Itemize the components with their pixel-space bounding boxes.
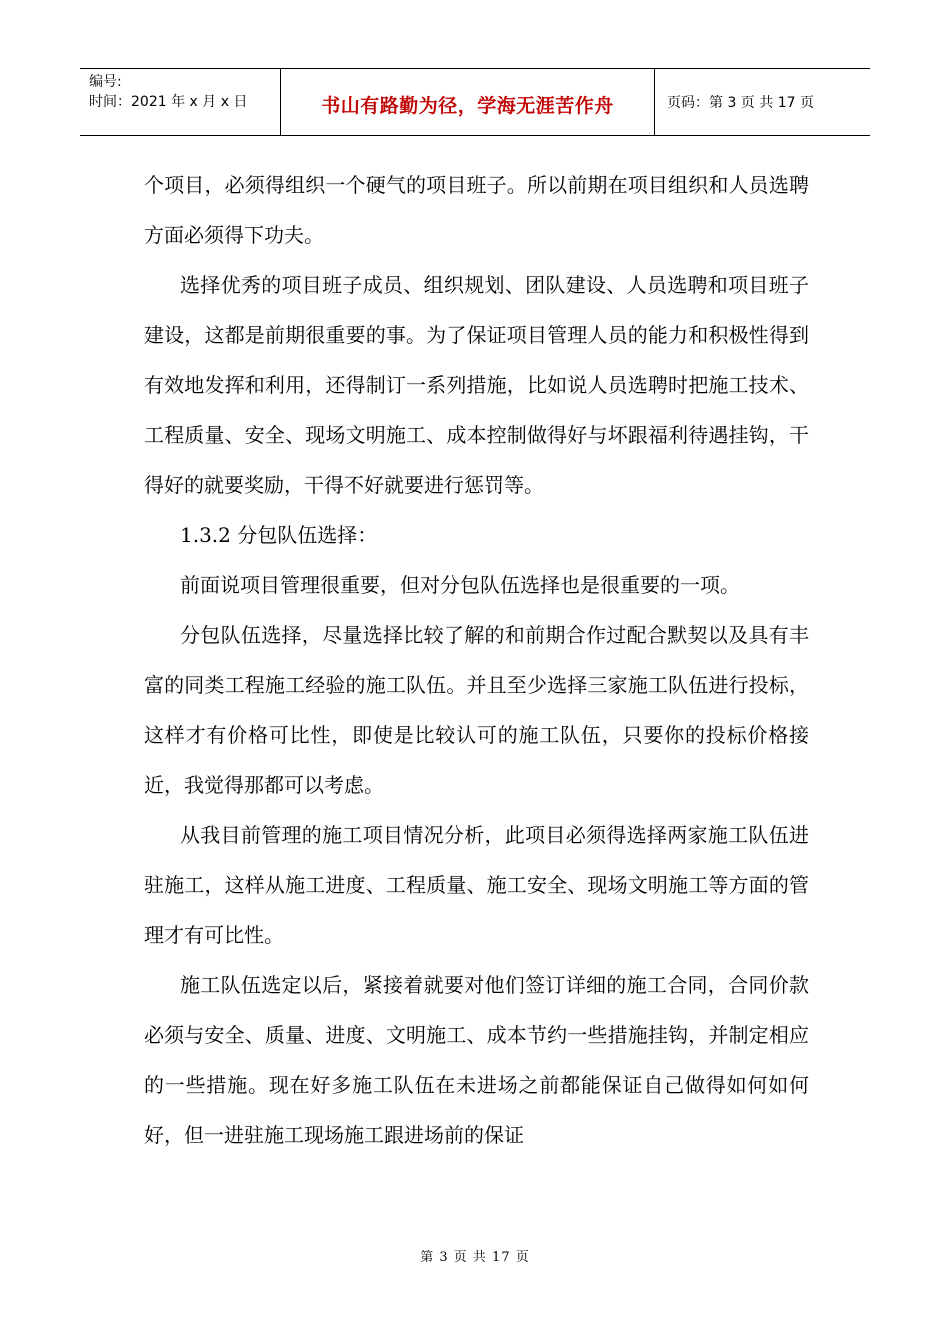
body-paragraph: 选择优秀的项目班子成员、组织规划、团队建设、人员选聘和项目班子建设，这都是前期很重要的事。为了保证项目管理人员的能力和积极性得到有效地发挥和利用，还得制订一系列措施，比如说人员选聘时把施工技术、工程质量、安全、现场文明施工、成本控制做得好与坏跟福利待遇挂钩，干得好的就要奖励，干得不好就要进行惩罚等。 [144, 273, 809, 497]
header-page-cell [655, 69, 870, 135]
header-motto: 书山有路勤为径，学海无涯苦作舟 [321, 94, 614, 117]
body-paragraph: 前面说项目管理很重要，但对分包队伍选择也是很重要的一项。 [180, 573, 740, 597]
header-meta-cell [80, 69, 281, 135]
section-heading: 1.3.2 分包队伍选择： [180, 523, 378, 547]
body-paragraph: 个项目，必须得组织一个硬气的项目班子。所以前期在项目组织和人员选聘方面必须得下功夫。 [144, 173, 809, 247]
body-paragraph: 施工队伍选定以后，紧接着就要对他们签订详细的施工合同，合同价款必须与安全、质量、进度、文明施工、成本节约一些措施挂钩，并制定相应的一些措施。现在好多施工队伍在未进场之前都能保证自己做得如何如何好，但一进驻施工现场施工跟进场前的保证 [144, 973, 809, 1147]
body-paragraph: 分包队伍选择，尽量选择比较了解的和前期合作过配合默契以及具有丰富的同类工程施工经验的施工队伍。并且至少选择三家施工队伍进行投标，这样才有价格可比性，即使是比较认可的施工队伍，只要你的投标价格接近，我觉得那都可以考虑。 [144, 623, 809, 797]
header-motto-cell [281, 69, 655, 135]
document-body [144, 160, 809, 1160]
header-page-info: 页码：第 3 页 共 17 页 [667, 95, 814, 111]
document-number-label: 编号: [89, 74, 122, 90]
body-paragraph: 从我目前管理的施工项目情况分析，此项目必须得选择两家施工队伍进驻施工，这样从施工进度、工程质量、施工安全、现场文明施工等方面的管理才有可比性。 [144, 823, 809, 947]
page-header [80, 68, 870, 136]
document-time-label: 时间：2021 年 x 月 x 日 [89, 94, 248, 110]
page-footer: 第 3 页 共 17 页 [420, 1250, 530, 1265]
